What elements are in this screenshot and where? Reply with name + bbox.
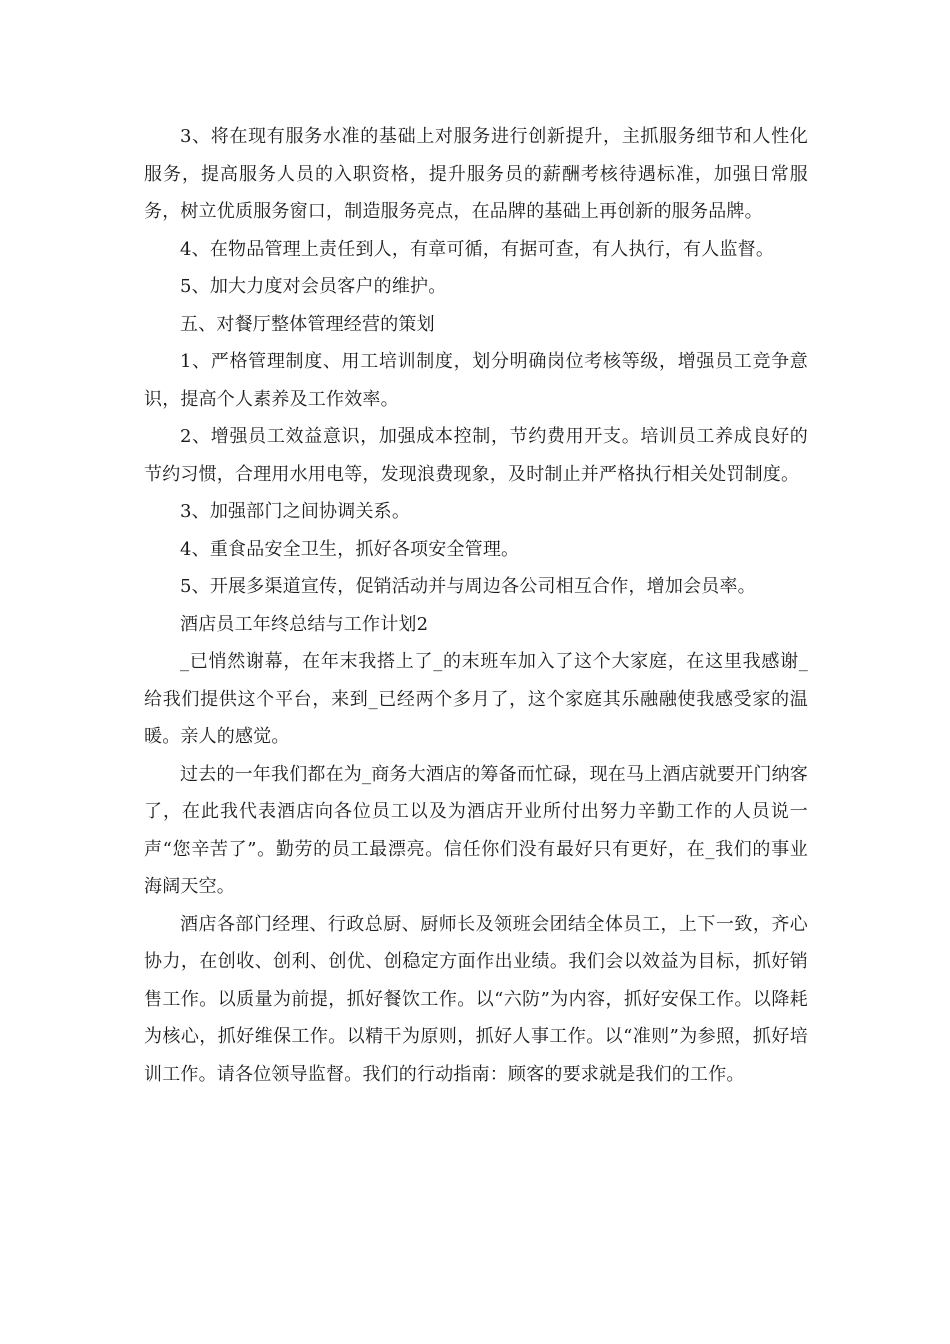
paragraph-cost-control: 2、增强员工效益意识，加强成本控制，节约费用开支。培训员工养成良好的节约习惯，合理用水用电等，发现浪费现象，及时制止并严格执行相关处罚制度。 bbox=[144, 426, 808, 485]
document-body bbox=[144, 118, 808, 1093]
paragraph-promotion: 5、开展多渠道宣传，促销活动并与周边各公司相互合作，增加会员率。 bbox=[180, 576, 756, 597]
paragraph-joining-family: _已悄然谢幕，在年末我搭上了_的末班车加入了这个大家庭，在这里我感谢_给我们提供这个平台，来到_已经两个多月了，这个家庭其乐融融使我感受家的温暖。亲人的感觉。 bbox=[144, 651, 808, 747]
paragraph-department-goals: 酒店各部门经理、行政总厨、厨师长及领班会团结全体员工，上下一致，齐心协力，在创收、创利、创优、创稳定方面作出业绩。我们会以效益为目标，抓好销售工作。以质量为前提，抓好餐饮工作。以“六防”为内容，抓好安保工作。以降耗为核心，抓好维保工作。以精干为原则，抓好人事工作。以“准则”为参照，抓好培训工作。请各位领导监督。我们的行动指南：顾客的要求就是我们的工作。 bbox=[144, 913, 808, 1085]
paragraph-member-maintenance: 5、加大力度对会员客户的维护。 bbox=[180, 276, 447, 297]
paragraph-food-safety: 4、重食品安全卫生，抓好各项安全管理。 bbox=[180, 538, 520, 560]
paragraph-service-innovation: 3、将在现有服务水准的基础上对服务进行创新提升，主抓服务细节和人性化服务，提高服务人员的入职资格，提升服务员的薪酬考核待遇标准，加强日常服务，树立优质服务窗口，制造服务亮点，在品牌的基础上再创新的服务品牌。 bbox=[144, 126, 808, 222]
paragraph-department-coordination: 3、加强部门之间协调关系。 bbox=[180, 501, 411, 522]
section-heading-restaurant-planning: 五、对餐厅整体管理经营的策划 bbox=[180, 313, 435, 335]
section-heading-summary-2: 酒店员工年终总结与工作计划2 bbox=[180, 613, 429, 635]
paragraph-past-year: 过去的一年我们都在为_商务大酒店的筹备而忙碌，现在马上酒店就要开门纳客了，在此我代表酒店向各位员工以及为酒店开业所付出努力辛勤工作的人员说一声“您辛苦了”。勤劳的员工最漂亮。信任你们没有最好只有更好，在_我们的事业海阔天空。 bbox=[144, 763, 808, 897]
paragraph-management-system: 1、严格管理制度、用工培训制度，划分明确岗位考核等级，增强员工竞争意识，提高个人素养及工作效率。 bbox=[144, 351, 808, 410]
paragraph-item-management: 4、在物品管理上责任到人，有章可循，有据可查，有人执行，有人监督。 bbox=[180, 238, 775, 260]
